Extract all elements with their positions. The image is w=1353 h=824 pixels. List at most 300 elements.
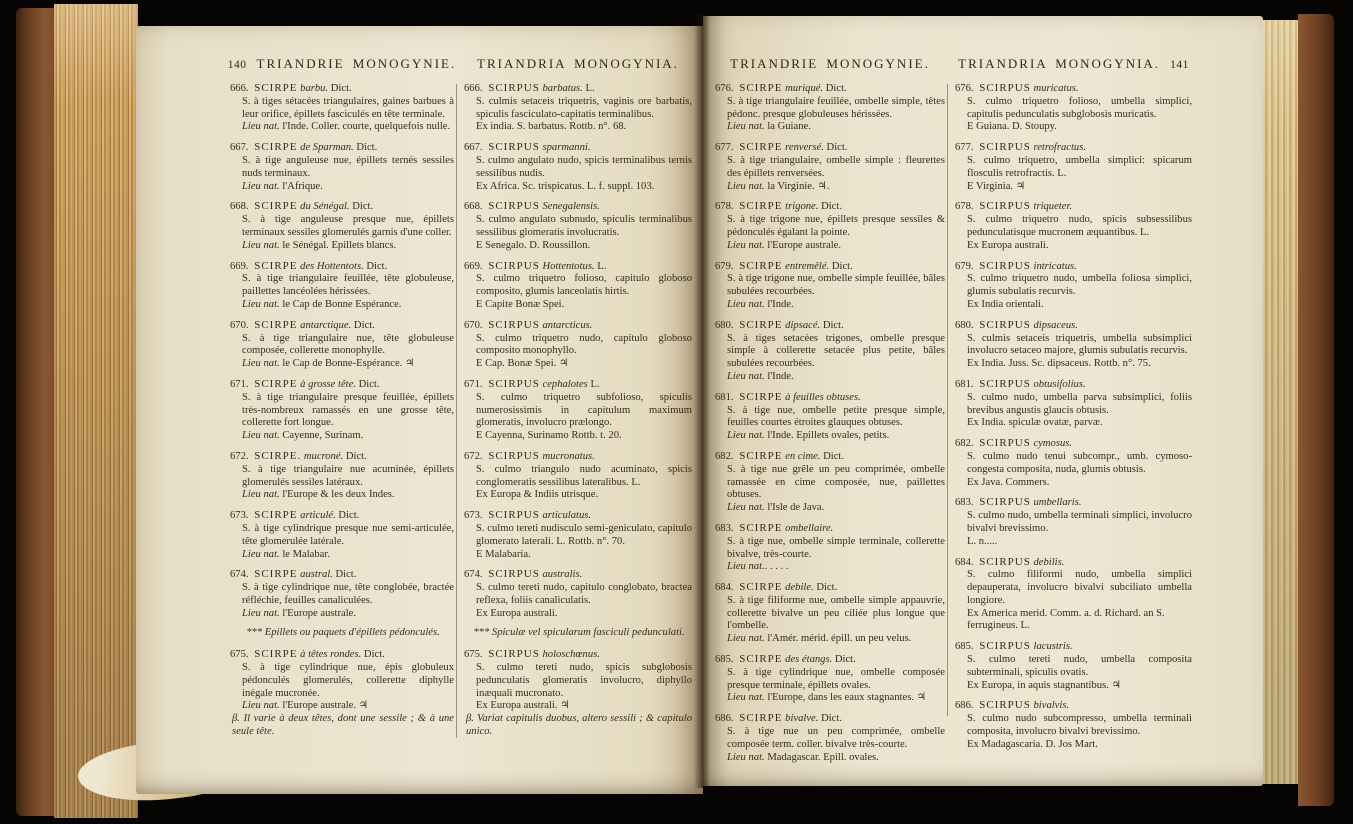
reference-abbrev: Dict. [352, 201, 374, 213]
section-heading: *** Spiculæ vel spicularum fasciculi pedunculati. [473, 627, 685, 639]
habitat-line [727, 692, 945, 705]
book-cover-right [1298, 14, 1334, 806]
genus-name: SCIRPE [254, 648, 298, 661]
habitat-text: l'Inde. [764, 370, 794, 382]
entry-heading [230, 260, 454, 274]
species-entry [464, 648, 692, 739]
species-description: S. culmo triquetro folioso, capitulo globoso composito, glumis lanceolatis hirtis. [476, 273, 692, 298]
entry-number: 685. [715, 654, 734, 666]
genus-name: SCIRPUS [979, 699, 1031, 712]
running-title-latin: TRIANDRIA MONOGYNIA. [958, 56, 1161, 71]
habitat-text: l'Inde. Epillets ovales, petits. [764, 430, 890, 442]
habitat-line [727, 633, 945, 646]
species-entry [955, 141, 1192, 193]
species-entry [715, 141, 945, 193]
species-epithet: muricatus. [1033, 83, 1079, 94]
species-entry [715, 712, 945, 764]
entry-heading [955, 437, 1192, 451]
book-cover-left [16, 8, 56, 816]
reference-abbrev: Dict. [822, 319, 844, 331]
habitat-line [967, 477, 1192, 490]
entry-heading [955, 141, 1192, 155]
species-epithet: ombellaire. [785, 522, 834, 534]
habitat-label: Lieu nat. [242, 180, 280, 192]
species-description: S. à tige nue, ombelle petite presque simple, feuilles courtes étroites glauques obtuses. [727, 404, 945, 429]
species-entry [715, 450, 945, 515]
left-page-latin-column [464, 56, 692, 746]
species-entry [464, 568, 692, 620]
reference-abbrev: Dict. [366, 260, 388, 272]
section-heading: *** Epillets ou paquets d'épillets pédonculés. [246, 627, 440, 639]
entry-number: 667. [464, 142, 483, 154]
habitat-line [476, 358, 692, 371]
species-entry [955, 260, 1192, 312]
entry-heading [715, 200, 945, 214]
habitat-line [727, 502, 945, 515]
entry-heading [715, 450, 945, 464]
entry-number: 674. [230, 569, 249, 581]
habitat-label: Lieu nat. [242, 430, 280, 442]
species-description: S. à tige anguleuse presque nue, épillets terminaux sessiles glomerulés garnis d'une coller. [242, 214, 454, 238]
habitat-text: E Senegalo. D. Roussillon. [476, 239, 591, 251]
species-description: S. culmo triquetro nudo, spicis subsessilibus pedunculatisque mucronem æquantibus. L. [967, 214, 1192, 238]
running-head-left-french [227, 56, 457, 72]
species-epithet: de Sparman. [300, 142, 354, 154]
habitat-text: Ex Java. Commers. [967, 476, 1050, 488]
species-entry [230, 82, 454, 134]
right-page-french-column [715, 56, 945, 771]
entry-number: 686. [955, 700, 974, 712]
genus-name: SCIRPE [254, 509, 298, 522]
entry-number: 666. [230, 83, 249, 94]
genus-name: SCIRPUS [488, 648, 540, 661]
species-description: S. culmo nudo subcompresso, umbella terminali composita, involucro bivalvi brevissimo. [967, 713, 1192, 738]
habitat-line [727, 752, 945, 765]
species-entry [464, 141, 692, 193]
entry-heading [955, 260, 1192, 274]
running-head-left-latin [464, 56, 692, 72]
habitat-line [727, 181, 945, 194]
species-description: S. culmo filiformi nudo, umbella simplici depauperata, involucro bivalvi subciliato umbella longiore. [967, 569, 1192, 606]
variety-note: β. Il varie à deux têtes, dont une sessile ; & à une seule tête. [232, 713, 454, 738]
species-description: S. à tige filiforme nue, ombelle simple appauvrie, collerette bivalve un peu ciliée plus longue que l'ombelle. [727, 594, 945, 632]
genus-name: SCIRPUS [979, 377, 1031, 390]
species-entry [955, 378, 1192, 430]
species-epithet: obtusifolius. [1033, 378, 1086, 390]
species-epithet: debilis. [1033, 556, 1065, 568]
entry-number: 686. [715, 713, 734, 725]
species-epithet: retrofractus. [1033, 142, 1086, 154]
habitat-line [727, 430, 945, 443]
entry-number: 672. [230, 450, 249, 462]
habitat-label: Lieu nat. [727, 561, 765, 573]
habitat-text: E Virginia. ♃ [967, 180, 1026, 192]
species-description: S. culmo triquetro nudo, umbella foliosa simplici, glumis subulatis recurvis. [967, 273, 1192, 298]
habitat-line [476, 299, 692, 312]
page-fore-edge-right [1263, 20, 1301, 784]
genus-name: SCIRPUS [979, 437, 1031, 450]
entry-heading [715, 391, 945, 405]
habitat-text: l'Inde. [764, 298, 794, 310]
species-epithet: mucroné. [303, 450, 344, 462]
species-entry [715, 260, 945, 312]
genus-name: SCIRPE. [254, 449, 302, 462]
species-description: S. culmis setaceis triquetris, vaginis ore barbatis, spiculis fasciculato-capitatis terminalibus. [476, 95, 692, 120]
habitat-text: l'Europe & les deux Indes. [279, 489, 395, 501]
entry-heading [715, 141, 945, 155]
genus-name: SCIRPE [739, 318, 783, 331]
entry-number: 679. [955, 260, 974, 272]
species-entry [230, 509, 454, 561]
running-title-latin: TRIANDRIA MONOGYNIA. [477, 56, 679, 71]
species-entry [230, 450, 454, 502]
column-rule [456, 84, 457, 738]
entry-heading [230, 319, 454, 333]
habitat-text: Madagascar. Epill. ovales. [764, 751, 879, 763]
species-description: S. culmo nudo tenui subcompr., umb. cymoso-congesta composita, nuda, glumis obtusis. [967, 450, 1192, 475]
habitat-line [967, 240, 1192, 253]
habitat-line [476, 240, 692, 253]
species-description: S. à tige triangulaire nue, tête globuleuse composée, collerette monophylle. [242, 332, 454, 357]
entry-heading [715, 581, 945, 595]
habitat-label: Lieu nat. [242, 239, 280, 251]
variety-note: β. Variat capitulis duobus, altero sessili ; & capitulo unico. [466, 713, 692, 738]
species-description: S. à tige cylindrique nue, épis globuleux pédonculés glomerulés, collerette diphylle inégale mucronée. [242, 662, 454, 699]
species-epithet: articulatus. [542, 510, 592, 522]
habitat-label: Lieu nat. [242, 121, 280, 133]
habitat-line [967, 121, 1192, 134]
species-description: S. culmo tereti nudo, capitulo conglobato, bractea reflexa, foliis canaliculatis. [476, 582, 692, 606]
species-entry [230, 568, 454, 620]
entry-number: 682. [955, 438, 974, 450]
species-epithet: bivalve. [785, 713, 819, 725]
genus-name: SCIRPE [739, 141, 783, 154]
habitat-line [242, 489, 454, 502]
species-epithet: holoschœnus. [542, 649, 600, 661]
species-description: S. culmo triangulo nudo acuminato, spicis conglomeratis sessilibus lateralibus. L. [476, 463, 692, 488]
entry-number: 670. [464, 319, 483, 331]
species-entry [715, 391, 945, 443]
habitat-text: Ex Europa, in aquis stagnantibus. ♃ [967, 679, 1121, 691]
species-epithet: à grosse tête. [300, 378, 356, 390]
habitat-text: l'Europe australe. [279, 607, 357, 619]
species-entry [955, 319, 1192, 371]
page-number: 141 [1170, 59, 1189, 71]
species-description: S. à tige triangulaire nue acuminée, épillets glomerulés sessiles latéraux. [242, 463, 454, 488]
genus-name: SCIRPUS [979, 640, 1031, 653]
species-entry [715, 82, 945, 134]
habitat-text: Ex India. Juss. Sc. dipsaceus. Rottb. n°. 75. [967, 358, 1151, 370]
habitat-line [476, 700, 692, 713]
habitat-text: Ex India orientali. [967, 298, 1044, 310]
genus-name: SCIRPE [254, 568, 298, 581]
species-description: S. à tiges setacées trigones, ombelle presque simple à collerette setacée plus petite, bâles subulées recourbées. [727, 332, 945, 370]
habitat-text: E Malabaria. [476, 548, 531, 560]
species-epithet: debile. [785, 582, 814, 594]
species-description: S. culmo angulato nudo, spicis terminalibus ternis sessilibus nudis. [476, 154, 692, 179]
species-epithet: des étangs. [785, 654, 833, 666]
species-entry [955, 496, 1192, 548]
entry-number: 667. [230, 142, 249, 154]
habitat-line [242, 240, 454, 253]
habitat-line [727, 561, 945, 574]
species-entry [715, 581, 945, 646]
habitat-line [242, 700, 454, 713]
entry-number: 683. [715, 522, 734, 534]
species-epithet: Senegalensis. [542, 201, 600, 213]
species-description: S. à tige trigone nue, ombelle simple feuillée, bâles subulées recourbées. [727, 273, 945, 298]
habitat-label: Lieu nat. [242, 358, 280, 370]
entry-heading [230, 378, 454, 392]
entry-number: 670. [230, 319, 249, 331]
species-epithet: des Hottentots. [300, 260, 364, 272]
habitat-text: l'Europe australe. [764, 239, 842, 251]
habitat-text: l'Inde. Coller. courte, quelquefois nulle. [279, 121, 451, 133]
entry-number: 684. [715, 582, 734, 594]
habitat-text: Ex india. S. barbatus. Rottb. n°. 68. [476, 121, 627, 133]
running-title-french: TRIANDRIE MONOGYNIE. [730, 56, 930, 71]
habitat-label: Lieu nat. [727, 370, 765, 382]
habitat-line [242, 121, 454, 134]
habitat-label: Lieu nat. [727, 430, 765, 442]
species-list [955, 82, 1192, 752]
entry-number: 671. [464, 378, 483, 390]
habitat-label: Lieu nat. [242, 607, 280, 619]
genus-name: SCIRPUS [979, 141, 1031, 154]
reference-abbrev: Dict. [338, 510, 360, 522]
entry-number: 678. [715, 201, 734, 213]
entry-heading [715, 522, 945, 536]
habitat-line [242, 608, 454, 621]
genus-name: SCIRPE [254, 377, 298, 390]
habitat-line [967, 739, 1192, 752]
entry-number: 677. [955, 142, 974, 154]
habitat-label: Lieu nat. [242, 548, 280, 560]
entry-heading [715, 653, 945, 667]
species-entry [464, 82, 692, 134]
genus-name: SCIRPE [739, 390, 783, 403]
reference-abbrev: Dict. [330, 83, 352, 94]
habitat-text: l'Isle de Java. [764, 502, 825, 514]
reference-abbrev: Dict. [834, 654, 856, 666]
entry-number: 671. [230, 378, 249, 390]
genus-name: SCIRPE [739, 712, 783, 725]
species-epithet: barbu. [300, 83, 329, 94]
left-page-french-column [227, 56, 457, 746]
habitat-text: l'Europe, dans les eaux stagnantes. ♃ [764, 692, 927, 704]
species-description: S. à tige triangulaire feuillée, ombelle simple, têtes pédonc. presque globuleuses hérissées. [727, 95, 945, 120]
genus-name: SCIRPUS [488, 82, 540, 94]
reference-abbrev: Dict. [831, 260, 853, 272]
habitat-line [967, 536, 1192, 549]
species-entry [230, 319, 454, 371]
entry-heading [464, 648, 692, 662]
genus-name: SCIRPUS [979, 496, 1031, 509]
left-page [136, 26, 703, 794]
habitat-label: Lieu nat. [727, 633, 765, 645]
entry-heading [955, 319, 1192, 333]
habitat-text: E Cayenna, Surinamo Rottb. t. 20. [476, 430, 622, 442]
entry-number: 682. [715, 450, 734, 462]
species-epithet: muriqué. [785, 83, 824, 94]
species-description: S. culmo nudo, umbella terminali simplici, involucro bivalvi brevissimo. [967, 510, 1192, 534]
habitat-label: Lieu nat. [242, 700, 280, 712]
species-epithet: à feuilles obtuses. [785, 391, 861, 403]
entry-heading [955, 496, 1192, 510]
page-number: 140 [227, 59, 247, 71]
habitat-text: Cayenne, Surinam. [279, 430, 364, 442]
species-epithet: antarctique. [300, 319, 352, 331]
habitat-text: la Virginie. ♃. [764, 180, 830, 192]
habitat-line [727, 121, 945, 134]
species-description: S. à tige anguleuse nue, épillets ternés sessiles nuds terminaux. [242, 154, 454, 179]
reference-abbrev: Dict. [826, 142, 848, 154]
species-epithet: dipsaceus. [1033, 319, 1078, 331]
species-description: S. culmo tereti nudo, umbella composita subterminali, spiculis ovatis. [967, 654, 1192, 678]
species-epithet: du Sénégal. [300, 201, 350, 213]
genus-name: SCIRPUS [488, 449, 540, 462]
species-description: S. culmo nudo, umbella parva subsimplici, foliis brevibus angustis glaucis obtusis. [967, 391, 1192, 416]
species-epithet: lacustris. [1033, 641, 1073, 653]
species-description: S. à tige triangulaire feuillée, tête globuleuse, paillettes lancéolées hérissées. [242, 273, 454, 298]
entry-number: 675. [230, 649, 249, 661]
habitat-label: Lieu nat. [727, 239, 765, 251]
habitat-text: E Capite Bonæ Spei. [476, 298, 565, 310]
species-entry [715, 653, 945, 705]
species-description: S. à tige nue un peu comprimée, ombelle composée term. coller. bivalve très-courte. [727, 726, 945, 750]
entry-heading [955, 699, 1192, 713]
entry-heading [464, 200, 692, 214]
entry-number: 673. [464, 510, 483, 522]
species-epithet: cephalotes [542, 378, 588, 390]
species-description: S. à tige nue, ombelle simple terminale, collerette bivalve, très-courte. [727, 535, 945, 560]
entry-heading [955, 378, 1192, 392]
species-description: S. culmis setaceis triquetris, umbella subsimplici involucro setaceo majore, glumis subulatis recurvis. [967, 332, 1192, 357]
species-epithet: antarcticus. [542, 319, 593, 331]
habitat-text: Ex America merid. Comm. a. d. Richard. an S. ferrugineus. L. [967, 607, 1165, 632]
habitat-text: l'Amér. mérid. épill. un peu velus. [764, 633, 912, 645]
species-epithet: sparmanni. [542, 142, 591, 154]
species-entry [230, 260, 454, 312]
species-epithet: australis. [542, 569, 583, 581]
entry-heading [464, 568, 692, 582]
entry-heading [464, 450, 692, 464]
species-entry [230, 200, 454, 252]
habitat-label: Lieu nat. [727, 751, 765, 763]
genus-name: SCIRPUS [488, 509, 540, 522]
species-epithet: dipsacé. [785, 319, 821, 331]
entry-number: 676. [715, 83, 734, 94]
habitat-text: Ex Africa. Sc. trispicatus. L. f. suppl. 103. [476, 180, 655, 192]
habitat-text: Ex Europa australi. [967, 239, 1049, 251]
species-list [230, 82, 454, 739]
species-entry [230, 378, 454, 443]
reference-abbrev: Dict. [363, 649, 385, 661]
entry-heading [715, 319, 945, 333]
habitat-line [476, 489, 692, 502]
genus-name: SCIRPUS [488, 259, 540, 272]
species-description: S. culmo triquetro nudo, capitulo globoso composito monophyllo. [476, 332, 692, 357]
species-list [464, 82, 692, 739]
entry-heading [955, 200, 1192, 214]
genus-name: SCIRPE [254, 318, 298, 331]
genus-name: SCIRPUS [979, 200, 1031, 213]
entry-number: 680. [715, 319, 734, 331]
entry-number: 668. [464, 201, 483, 213]
habitat-label: Lieu nat. [727, 692, 765, 704]
entry-heading [464, 509, 692, 523]
habitat-text: le Cap de Bonne Espérance. [279, 298, 402, 310]
habitat-text: . . . . . [764, 561, 789, 573]
genus-name: SCIRPUS [488, 377, 540, 390]
species-description: S. culmo angulato subnudo, spiculis terminalibus sessilibus glomeratis involucratis. [476, 214, 692, 238]
habitat-line [242, 299, 454, 312]
entry-heading [230, 568, 454, 582]
species-list [715, 82, 945, 764]
species-entry [955, 640, 1192, 692]
entry-number: 669. [230, 260, 249, 272]
habitat-text: Ex Madagascaria. D. Jos Mart. [967, 738, 1098, 750]
entry-number: 668. [230, 201, 249, 213]
entry-heading [230, 200, 454, 214]
entry-number: 681. [955, 378, 974, 390]
entry-number: 685. [955, 641, 974, 653]
species-entry [955, 437, 1192, 489]
entry-heading [464, 260, 692, 274]
habitat-line [242, 181, 454, 194]
entry-heading [464, 82, 692, 96]
entry-heading [955, 82, 1192, 96]
species-description: S. à tige cylindrique presque nue semi-articulée, tête glomerulée latérale. [242, 522, 454, 547]
species-entry [230, 141, 454, 193]
reference-abbrev: Dict. [825, 83, 847, 94]
species-entry [955, 556, 1192, 634]
genus-name: SCIRPUS [488, 200, 540, 213]
habitat-label: Lieu nat. [727, 298, 765, 310]
reference-abbrev: Dict. [816, 582, 838, 594]
habitat-line [476, 430, 692, 443]
habitat-line [476, 121, 692, 134]
habitat-text: Ex Europa & Indiis utrisque. [476, 489, 599, 501]
reference-abbrev: Dict. [823, 450, 844, 462]
genus-name: SCIRPE [739, 653, 783, 666]
habitat-line [967, 181, 1192, 194]
habitat-label: Lieu nat. [727, 502, 765, 514]
entry-number: 672. [464, 450, 483, 462]
habitat-line [242, 430, 454, 443]
habitat-line [476, 549, 692, 562]
habitat-line [242, 358, 454, 371]
species-epithet: triqueter. [1033, 201, 1073, 213]
species-entry [230, 648, 454, 739]
species-description: S. culmo triquetro subfolioso, spiculis numerosissimis in capitulum maximum glomeratis, involucro prælongo. [476, 391, 692, 429]
species-description: S. à tige cylindrique nue, tête conglobée, bractée réfléchie, feuilles canaliculées. [242, 582, 454, 606]
habitat-text: E Cap. Bonæ Spei. ♃ [476, 358, 569, 370]
habitat-text: Ex Europa australi. ♃ [476, 700, 570, 712]
habitat-line [727, 371, 945, 384]
genus-name: SCIRPE [254, 82, 298, 94]
entry-number: 677. [715, 142, 734, 154]
entry-number: 683. [955, 497, 974, 509]
habitat-text: l'Europe australe. ♃ [279, 700, 369, 712]
genus-name: SCIRPE [739, 521, 783, 534]
right-page [703, 16, 1263, 786]
entry-heading [715, 712, 945, 726]
habitat-text: E Guiana. D. Stoupy. [967, 121, 1057, 133]
species-entry [464, 450, 692, 502]
habitat-text: le Malabar. [279, 548, 330, 560]
genus-name: SCIRPE [739, 200, 783, 213]
